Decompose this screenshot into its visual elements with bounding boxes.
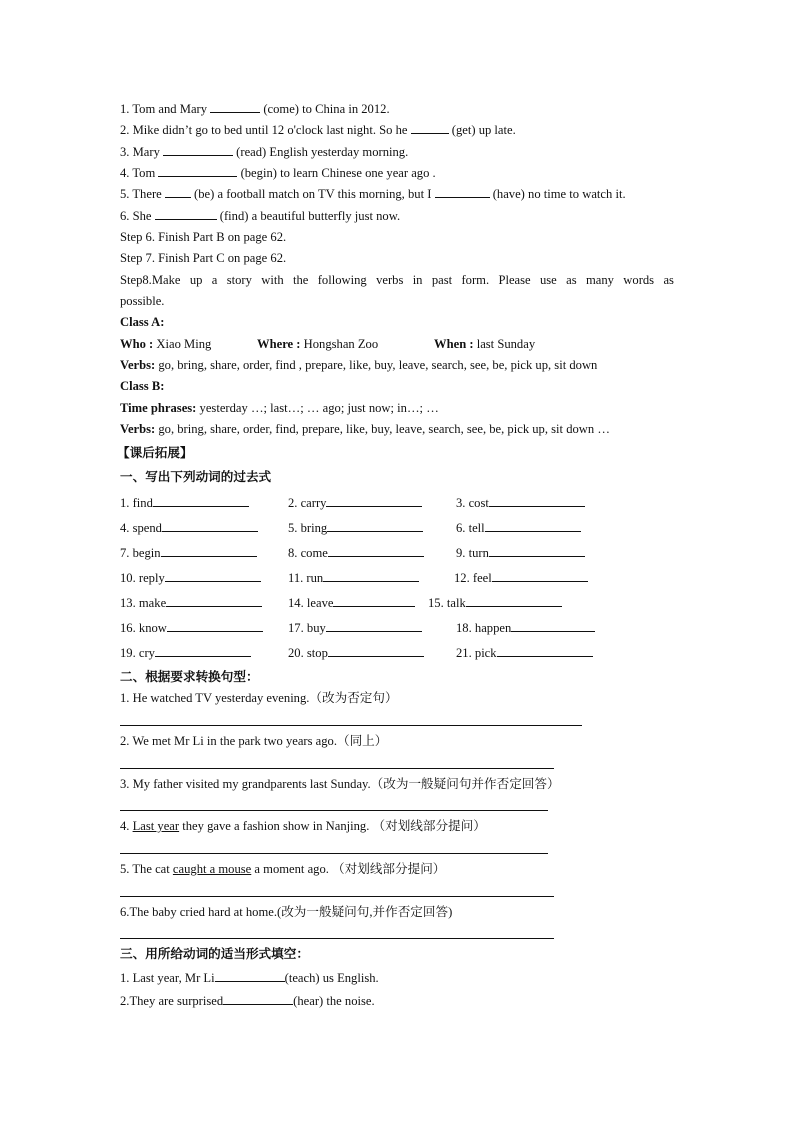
answer-line[interactable] (120, 725, 582, 726)
answer-blank[interactable] (223, 993, 293, 1005)
exercise-q6: 6. She (find) a beautiful butterfly just now. (120, 209, 401, 223)
answer-blank[interactable] (163, 144, 233, 156)
verb-item: 3. cost (456, 495, 585, 511)
verb-item: 9. turn (456, 545, 585, 561)
answer-blank[interactable] (165, 570, 261, 582)
answer-line[interactable] (120, 853, 548, 854)
answer-blank[interactable] (326, 620, 422, 632)
answer-blank[interactable] (162, 520, 258, 532)
answer-blank[interactable] (323, 570, 419, 582)
fill-q1: 1. Last year, Mr Li (teach) us English. (120, 971, 379, 985)
answer-blank[interactable] (158, 165, 237, 177)
verb-item: 18. happen (456, 620, 595, 636)
answer-blank[interactable] (497, 645, 593, 657)
answer-blank[interactable] (161, 545, 257, 557)
answer-blank[interactable] (333, 595, 415, 607)
answer-line[interactable] (120, 938, 554, 939)
answer-line[interactable] (120, 896, 554, 897)
verb-item: 4. spend (120, 520, 258, 536)
answer-blank[interactable] (165, 186, 191, 198)
verb-item: 1. find (120, 495, 249, 511)
answer-blank[interactable] (485, 520, 581, 532)
verb-item: 20. stop (288, 645, 424, 661)
answer-blank[interactable] (210, 101, 260, 113)
section2-title: 二、根据要求转换句型： (120, 669, 259, 684)
verb-item: 19. cry (120, 645, 251, 661)
transform-q6: 6.The baby cried hard at home.(改为一般疑问句,并作否定回答) (120, 905, 453, 919)
step7-text: Step 7. Finish Part C on page 62. (120, 251, 287, 265)
verb-item: 6. tell (456, 520, 581, 536)
step8-text-cont: possible. (120, 294, 165, 308)
exercise-q5: 5. There (be) a football match on TV this morning, but I (have) no time to watch it. (120, 187, 626, 201)
class-a-who-row: Who : Xiao Ming (120, 337, 212, 351)
answer-blank[interactable] (328, 545, 424, 557)
verb-item: 8. come (288, 545, 424, 561)
answer-blank[interactable] (511, 620, 595, 632)
transform-q5: 5. The cat caught a mouse a moment ago. （对划线部分提问） (120, 862, 446, 876)
verb-item: 21. pick (456, 645, 593, 661)
answer-blank[interactable] (167, 620, 263, 632)
verb-item: 13. make (120, 595, 262, 611)
answer-blank[interactable] (489, 545, 585, 557)
exercise-q4: 4. Tom (begin) to learn Chinese one year ago . (120, 166, 436, 180)
verb-item: 5. bring (288, 520, 423, 536)
section3-title: 三、用所给动词的适当形式填空： (120, 946, 309, 961)
answer-blank[interactable] (411, 122, 449, 134)
answer-blank[interactable] (328, 645, 424, 657)
answer-blank[interactable] (492, 570, 588, 582)
class-a-heading: Class A: (120, 315, 165, 329)
class-a-when: When : last Sunday (434, 337, 536, 351)
transform-q4: 4. Last year they gave a fashion show in Nanjing. （对划线部分提问） (120, 819, 486, 833)
extension-title: 【课后拓展】 (117, 445, 193, 460)
exercise-q2: 2. Mike didn’t go to bed until 12 o'clock last night. So he (get) up late. (120, 123, 516, 137)
answer-blank[interactable] (155, 208, 217, 220)
verb-item: 16. know (120, 620, 263, 636)
exercise-q1: 1. Tom and Mary (come) to China in 2012. (120, 102, 390, 116)
verb-item: 14. leave (288, 595, 415, 611)
answer-blank[interactable] (153, 495, 249, 507)
verb-item: 7. begin (120, 545, 257, 561)
answer-blank[interactable] (466, 595, 562, 607)
answer-blank[interactable] (489, 495, 585, 507)
verb-item: 10. reply (120, 570, 261, 586)
class-b-verbs: Verbs: go, bring, share, order, find, prepare, like, buy, leave, search, see, be, pick up, sit down … (120, 422, 610, 436)
step6-text: Step 6. Finish Part B on page 62. (120, 230, 287, 244)
verb-item: 11. run (288, 570, 419, 586)
answer-blank[interactable] (327, 520, 423, 532)
fill-q2: 2.They are surprised (hear) the noise. (120, 994, 375, 1008)
transform-q2: 2. We met Mr Li in the park two years ago.（同上） (120, 734, 388, 748)
class-a-where: Where : Hongshan Zoo (257, 337, 379, 351)
verb-item: 17. buy (288, 620, 422, 636)
transform-q1: 1. He watched TV yesterday evening.（改为否定句） (120, 691, 398, 705)
transform-q3: 3. My father visited my grandparents last Sunday.（改为一般疑问句并作否定回答） (120, 777, 560, 791)
exercise-q3: 3. Mary (read) English yesterday morning. (120, 145, 409, 159)
answer-line[interactable] (120, 768, 554, 769)
step8-text: Step8.Make up a story with the following verbs in past form. Please use as many words as (120, 273, 674, 287)
answer-blank[interactable] (435, 186, 490, 198)
answer-blank[interactable] (155, 645, 251, 657)
class-b-time-phrases: Time phrases: yesterday …; last…; … ago; just now; in…; … (120, 401, 439, 415)
verb-item: 15. talk (428, 595, 562, 611)
class-b-heading: Class B: (120, 379, 165, 393)
answer-blank[interactable] (166, 595, 262, 607)
class-a-verbs: Verbs: go, bring, share, order, find , prepare, like, buy, leave, search, see, be, pick up, sit down (120, 358, 598, 372)
section1-title: 一、写出下列动词的过去式 (120, 469, 272, 484)
answer-blank[interactable] (326, 495, 422, 507)
verb-item: 2. carry (288, 495, 422, 511)
verb-item: 12. feel (454, 570, 588, 586)
answer-blank[interactable] (215, 970, 285, 982)
answer-line[interactable] (120, 810, 548, 811)
